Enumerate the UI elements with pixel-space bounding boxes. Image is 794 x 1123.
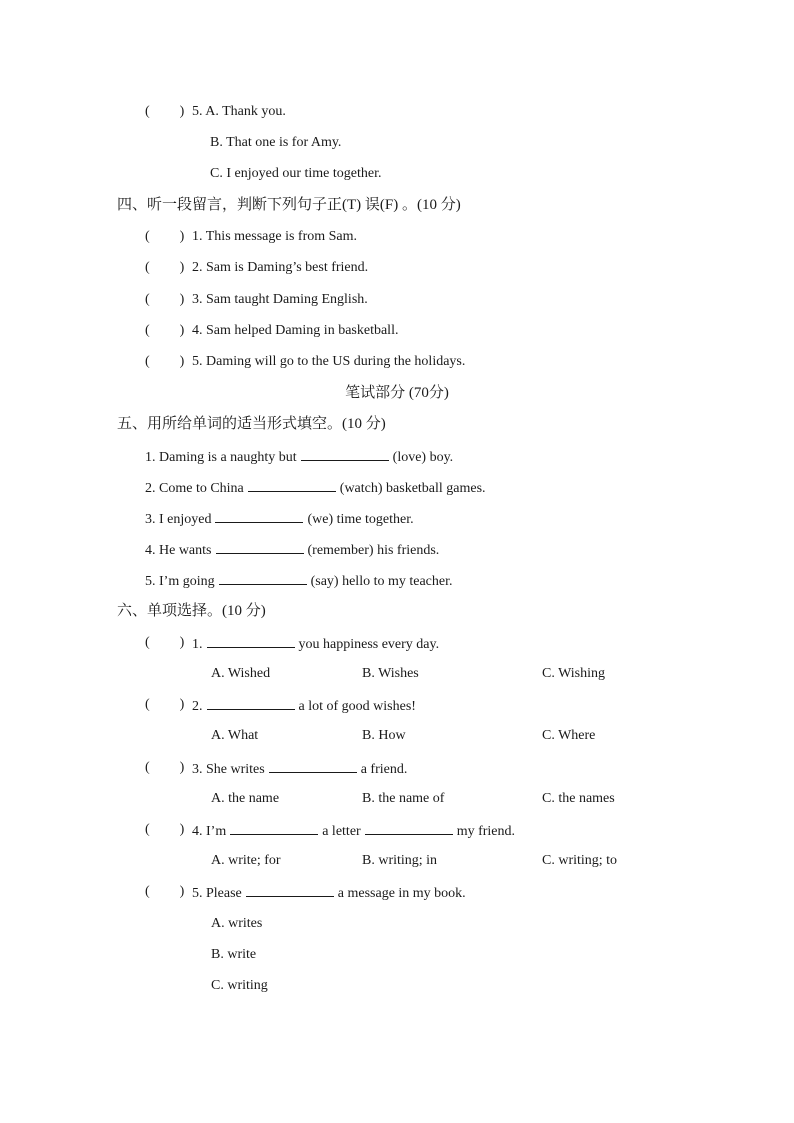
question-text: 4. I’m a letter my friend. — [192, 821, 515, 841]
written-part-title: 笔试部分 (70分) — [345, 385, 449, 401]
option-a: A. write; for — [211, 853, 281, 868]
option-a: A. What — [211, 728, 259, 743]
sentence-end: (love) boy. — [392, 450, 454, 465]
answer-parentheses[interactable]: ( ) — [145, 760, 185, 775]
fill-blank-row — [145, 447, 453, 467]
answer-blank[interactable] — [365, 821, 453, 835]
option-b: B. the name of — [362, 791, 445, 806]
question-text: 3. Sam taught Daming English. — [192, 292, 368, 307]
sentence-end: (watch) basketball games. — [339, 481, 486, 496]
option-c: C. the names — [542, 791, 615, 806]
sentence-start: 3. I enjoyed — [145, 512, 212, 527]
answer-parentheses[interactable]: ( ) — [145, 323, 185, 338]
option-b: B. Wishes — [362, 666, 419, 681]
answer-blank[interactable] — [216, 540, 304, 554]
option-c: C. writing — [211, 978, 268, 993]
option-b: B. That one is for Amy. — [210, 135, 342, 150]
answer-blank[interactable] — [207, 696, 295, 710]
answer-parentheses[interactable]: ( ) — [145, 884, 185, 899]
question-text: 2. a lot of good wishes! — [192, 696, 416, 716]
option-b: B. write — [211, 947, 257, 962]
sentence-end: (we) time together. — [307, 512, 414, 527]
option-c: C. Wishing — [542, 666, 605, 681]
answer-parentheses[interactable]: ( ) — [145, 104, 185, 119]
answer-parentheses[interactable]: ( ) — [145, 354, 185, 369]
answer-blank[interactable] — [219, 571, 307, 585]
question-text: 5. Please a message in my book. — [192, 883, 466, 903]
answer-blank[interactable] — [248, 478, 336, 492]
answer-parentheses[interactable]: ( ) — [145, 229, 185, 244]
question-text: 3. She writes a friend. — [192, 759, 407, 779]
answer-blank[interactable] — [230, 821, 318, 835]
sentence-end: (remember) his friends. — [307, 543, 440, 558]
section-heading: 五、用所给单词的适当形式填空。(10 分) — [117, 416, 386, 432]
fill-blank-row — [145, 571, 453, 591]
sentence-end: (say) hello to my teacher. — [310, 574, 453, 589]
option-b: B. How — [362, 728, 406, 743]
answer-blank[interactable] — [215, 509, 303, 523]
sentence-start: 4. He wants — [145, 543, 212, 558]
option-b: B. writing; in — [362, 853, 438, 868]
answer-blank[interactable] — [246, 883, 334, 897]
option-c: C. I enjoyed our time together. — [210, 166, 382, 181]
answer-blank[interactable] — [269, 759, 357, 773]
option-c: C. Where — [542, 728, 596, 743]
sentence-start: 5. I’m going — [145, 574, 215, 589]
answer-parentheses[interactable]: ( ) — [145, 635, 185, 650]
option-a: A. writes — [211, 916, 263, 931]
question-text: 1. you happiness every day. — [192, 634, 439, 654]
question-text: 1. This message is from Sam. — [192, 229, 358, 244]
answer-blank[interactable] — [301, 447, 389, 461]
question-text: 2. Sam is Daming’s best friend. — [192, 260, 369, 275]
section-heading: 四、听一段留言，判断下列句子正(T) 误(F) 。(10 分) — [117, 197, 461, 213]
option-a: A. the name — [211, 791, 280, 806]
section-heading: 六、单项选择。(10 分) — [117, 603, 266, 619]
answer-parentheses[interactable]: ( ) — [145, 697, 185, 712]
option-c: C. writing; to — [542, 853, 618, 868]
question-text: 5. Daming will go to the US during the holidays. — [192, 354, 466, 369]
fill-blank-row — [145, 540, 439, 560]
sentence-start: 2. Come to China — [145, 481, 244, 496]
option-a: A. Wished — [211, 666, 271, 681]
fill-blank-row — [145, 478, 486, 498]
answer-blank[interactable] — [207, 634, 295, 648]
question-text: 4. Sam helped Daming in basketball. — [192, 323, 399, 338]
answer-parentheses[interactable]: ( ) — [145, 260, 185, 275]
fill-blank-row — [145, 509, 414, 529]
answer-parentheses[interactable]: ( ) — [145, 822, 185, 837]
question-text: 5. A. Thank you. — [192, 104, 286, 119]
sentence-start: 1. Daming is a naughty but — [145, 450, 297, 465]
answer-parentheses[interactable]: ( ) — [145, 292, 185, 307]
